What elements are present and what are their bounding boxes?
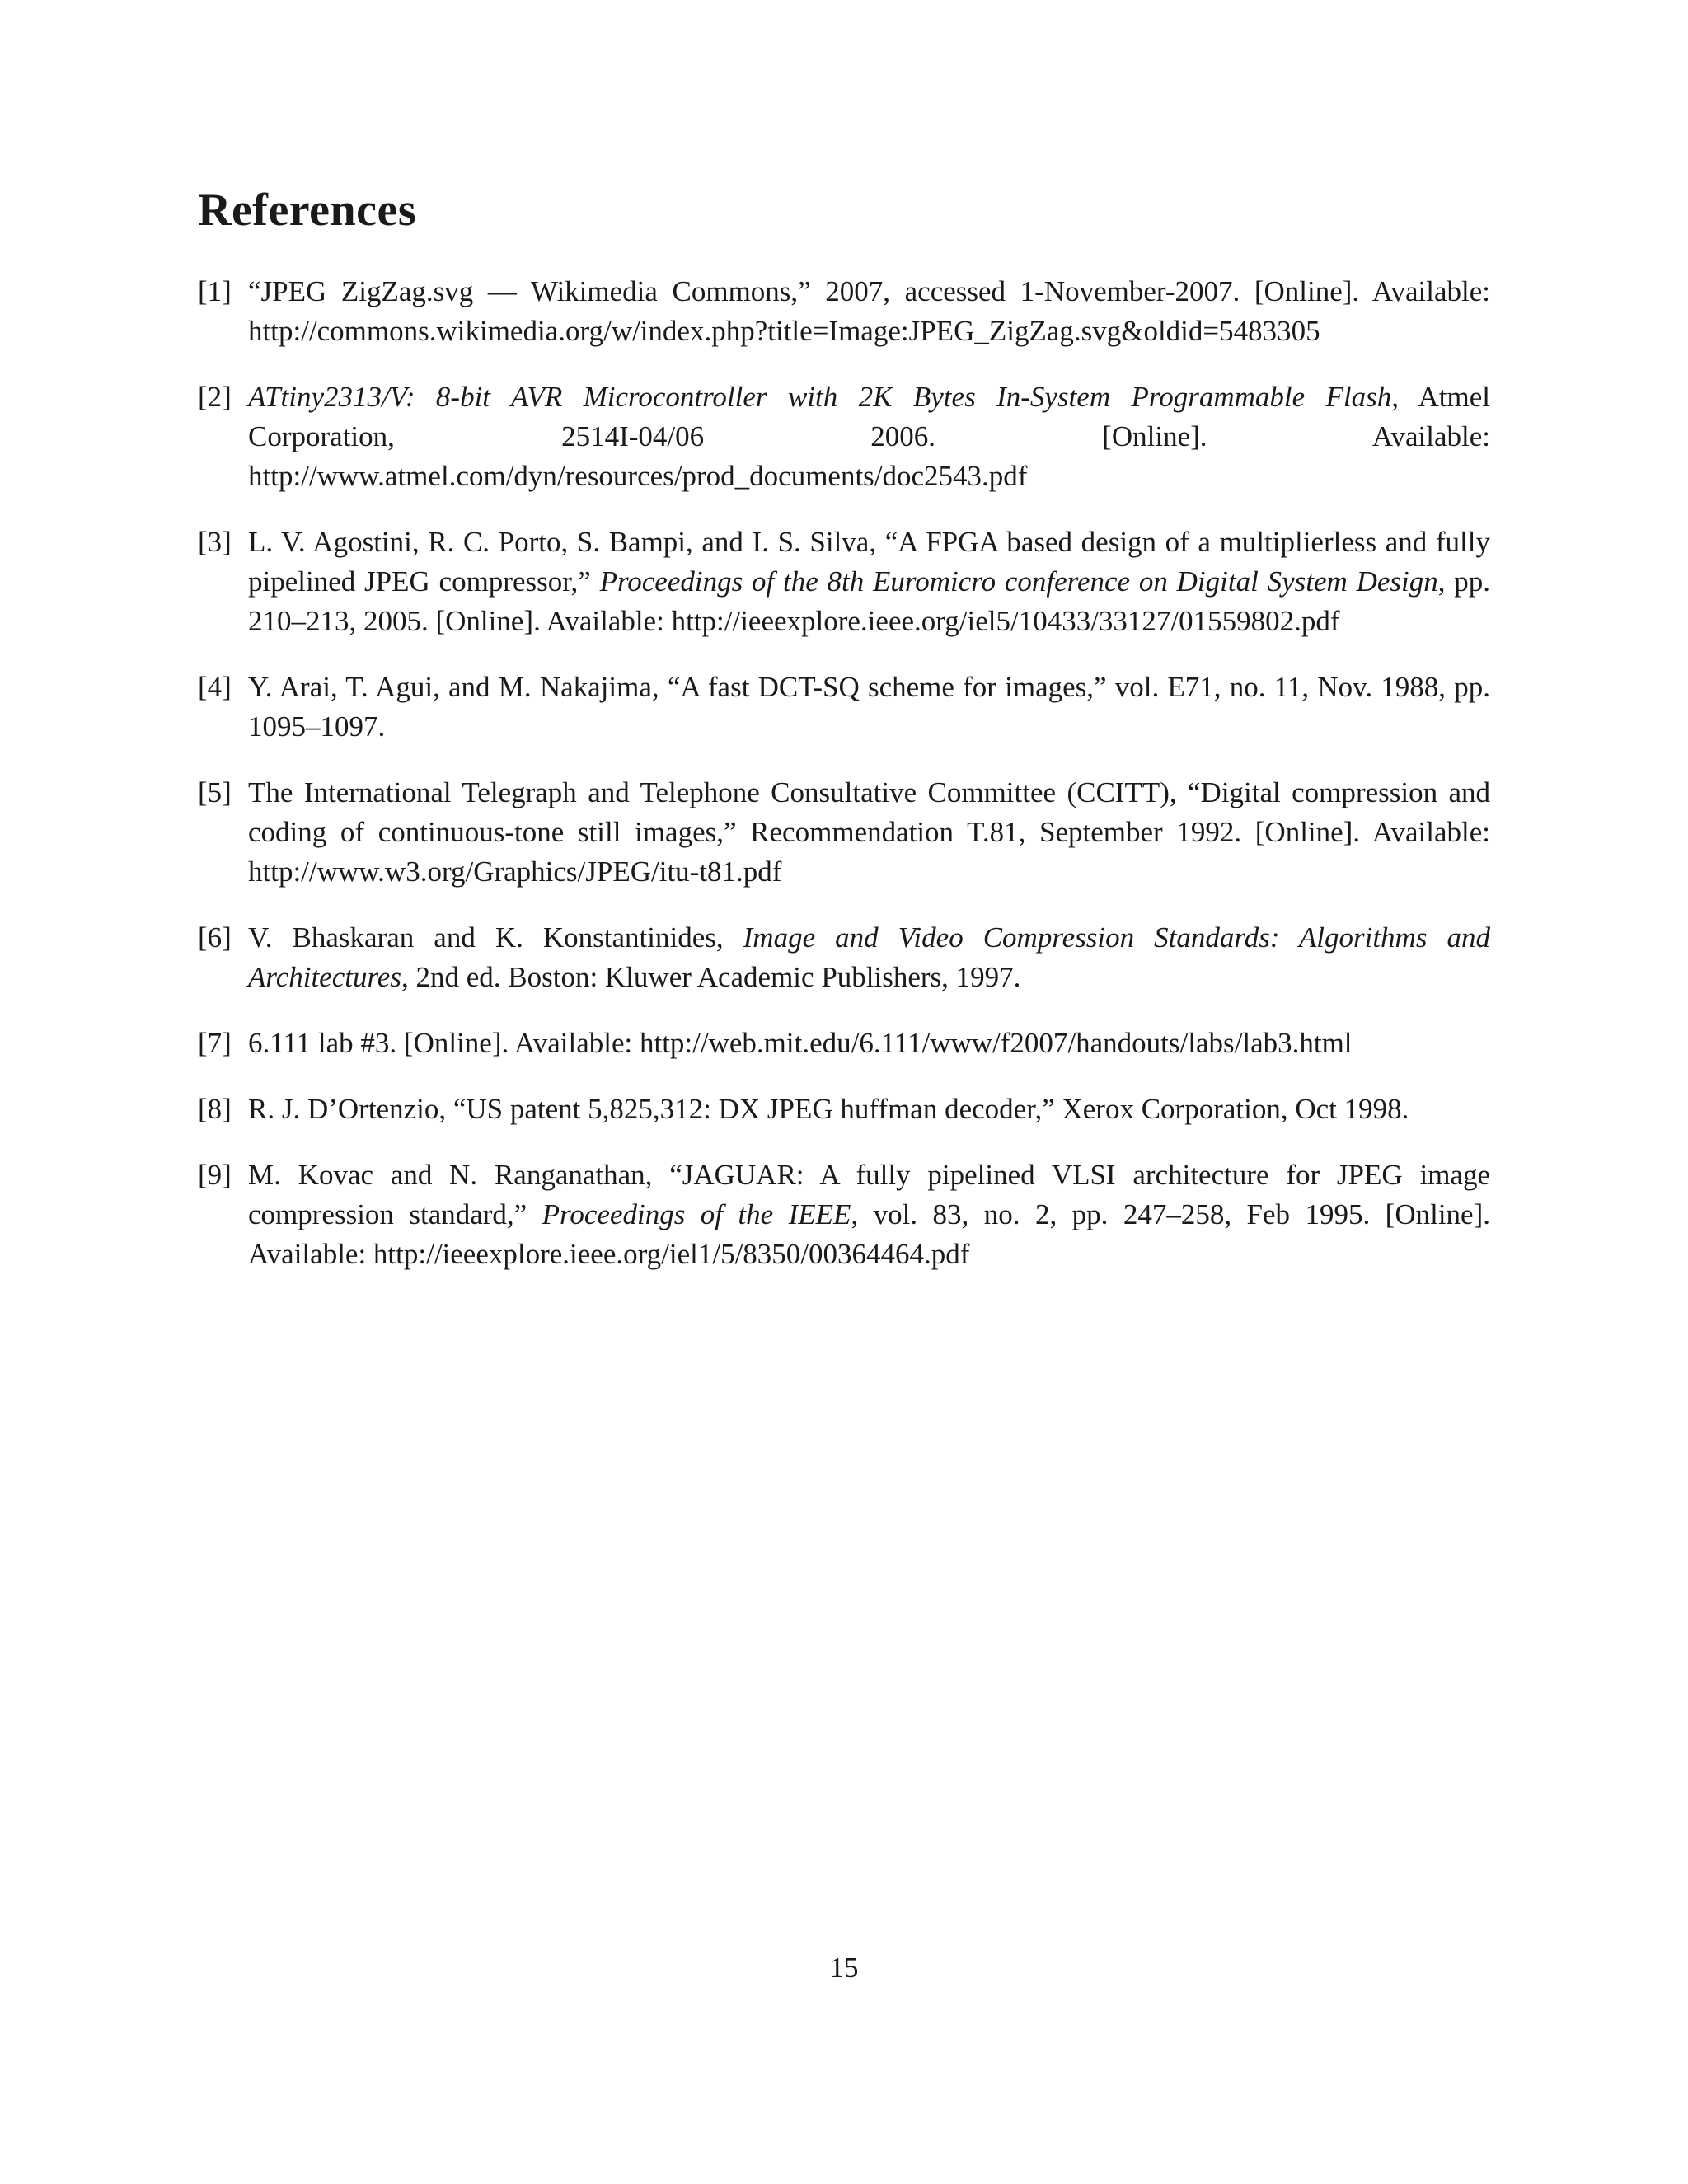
reference-entry: [198, 668, 1490, 747]
reference-entry: [198, 773, 1490, 892]
reference-label: [6]: [198, 921, 232, 954]
reference-text: [248, 272, 1490, 351]
reference-text: [248, 377, 1490, 496]
reference-text-segment: , 2nd ed. Boston: Kluwer Academic Publishers, 1997.: [401, 961, 1021, 993]
reference-text: [248, 918, 1490, 997]
reference-label: [4]: [198, 671, 232, 703]
reference-text-segment: M. Kovac and N. Ranganathan, “JAGUAR: A fully pipelined VLSI architecture for JPEG image compression standard,”: [248, 1159, 1490, 1230]
document-page: [198, 0, 1490, 2184]
reference-label: [8]: [198, 1093, 232, 1125]
reference-label: [5]: [198, 776, 232, 808]
reference-text-segment: “JPEG ZigZag.svg — Wikimedia Commons,” 2007, accessed 1-November-2007. [Online]. Available: http://commons.wikimedia.org/w/index.php?title=Image:JPEG_ZigZag.svg&oldid=5483305: [248, 275, 1490, 347]
reference-text-segment: Y. Arai, T. Agui, and M. Nakajima, “A fast DCT-SQ scheme for images,” vol. E71, no. 11, Nov. 1988, pp. 1095–1097.: [248, 671, 1490, 743]
reference-text-segment: L. V. Agostini, R. C. Porto, S. Bampi, and I. S. Silva, “A FPGA based design of a multiplierless and fully pipelined JPEG compressor,”: [248, 526, 1490, 598]
reference-text-segment: V. Bhaskaran and K. Konstantinides,: [248, 921, 743, 954]
reference-text-segment: , vol. 83, no. 2, pp. 247–258, Feb 1995. [Online]. Available: http://ieeexplore.ieee.org/iel1/5/8350/00364464.pdf: [248, 1198, 1490, 1270]
reference-label: [7]: [198, 1027, 232, 1059]
reference-title-italic: Proceedings of the 8th Euromicro conference on Digital System Design: [599, 565, 1438, 598]
reference-text-segment: 6.111 lab #3. [Online]. Available: http://web.mit.edu/6.111/www/f2007/handouts/labs/lab3.html: [248, 1027, 1353, 1059]
reference-label: [1]: [198, 275, 232, 307]
reference-text-segment: , Atmel Corporation, 2514I-04/06 2006. [Online]. Available: http://www.atmel.com/dyn/resources/prod_documents/doc2543.pdf: [248, 381, 1490, 492]
reference-title-italic: ATtiny2313/V: 8-bit AVR Microcontroller with 2K Bytes In-System Programmable Flash: [248, 381, 1392, 413]
reference-list: [198, 272, 1490, 1301]
reference-entry: [198, 1024, 1490, 1063]
reference-title-italic: Image and Video Compression Standards: Algorithms and Architectures: [248, 921, 1490, 993]
reference-text: [248, 773, 1490, 892]
page-number: 15: [829, 1952, 859, 1984]
reference-title-italic: Proceedings of the IEEE: [542, 1198, 851, 1230]
reference-label: [3]: [198, 526, 232, 558]
reference-entry: [198, 918, 1490, 997]
reference-text: [248, 1090, 1490, 1129]
reference-text-segment: The International Telegraph and Telephone Consultative Committee (CCITT), “Digital compression and coding of continuous-tone still images,” Recommendation T.81, September 1992. [Online]. Available: http://www.w3.org/Graphics/JPEG/itu-t81.pdf: [248, 776, 1490, 888]
reference-entry: [198, 272, 1490, 351]
reference-text-segment: R. J. D’Ortenzio, “US patent 5,825,312: DX JPEG huffman decoder,” Xerox Corporation, Oct 1998.: [248, 1093, 1409, 1125]
reference-label: [9]: [198, 1159, 232, 1191]
reference-entry: [198, 1155, 1490, 1274]
reference-text-segment: , pp. 210–213, 2005. [Online]. Available: http://ieeexplore.ieee.org/iel5/10433/33127/01559802.pdf: [248, 565, 1491, 637]
reference-text: [248, 668, 1490, 747]
reference-text: [248, 1155, 1490, 1274]
references-heading: References: [198, 185, 417, 236]
reference-text: [248, 1024, 1490, 1063]
reference-label: [2]: [198, 381, 232, 413]
reference-text: [248, 523, 1490, 641]
reference-entry: [198, 523, 1490, 641]
reference-entry: [198, 377, 1490, 496]
reference-entry: [198, 1090, 1490, 1129]
